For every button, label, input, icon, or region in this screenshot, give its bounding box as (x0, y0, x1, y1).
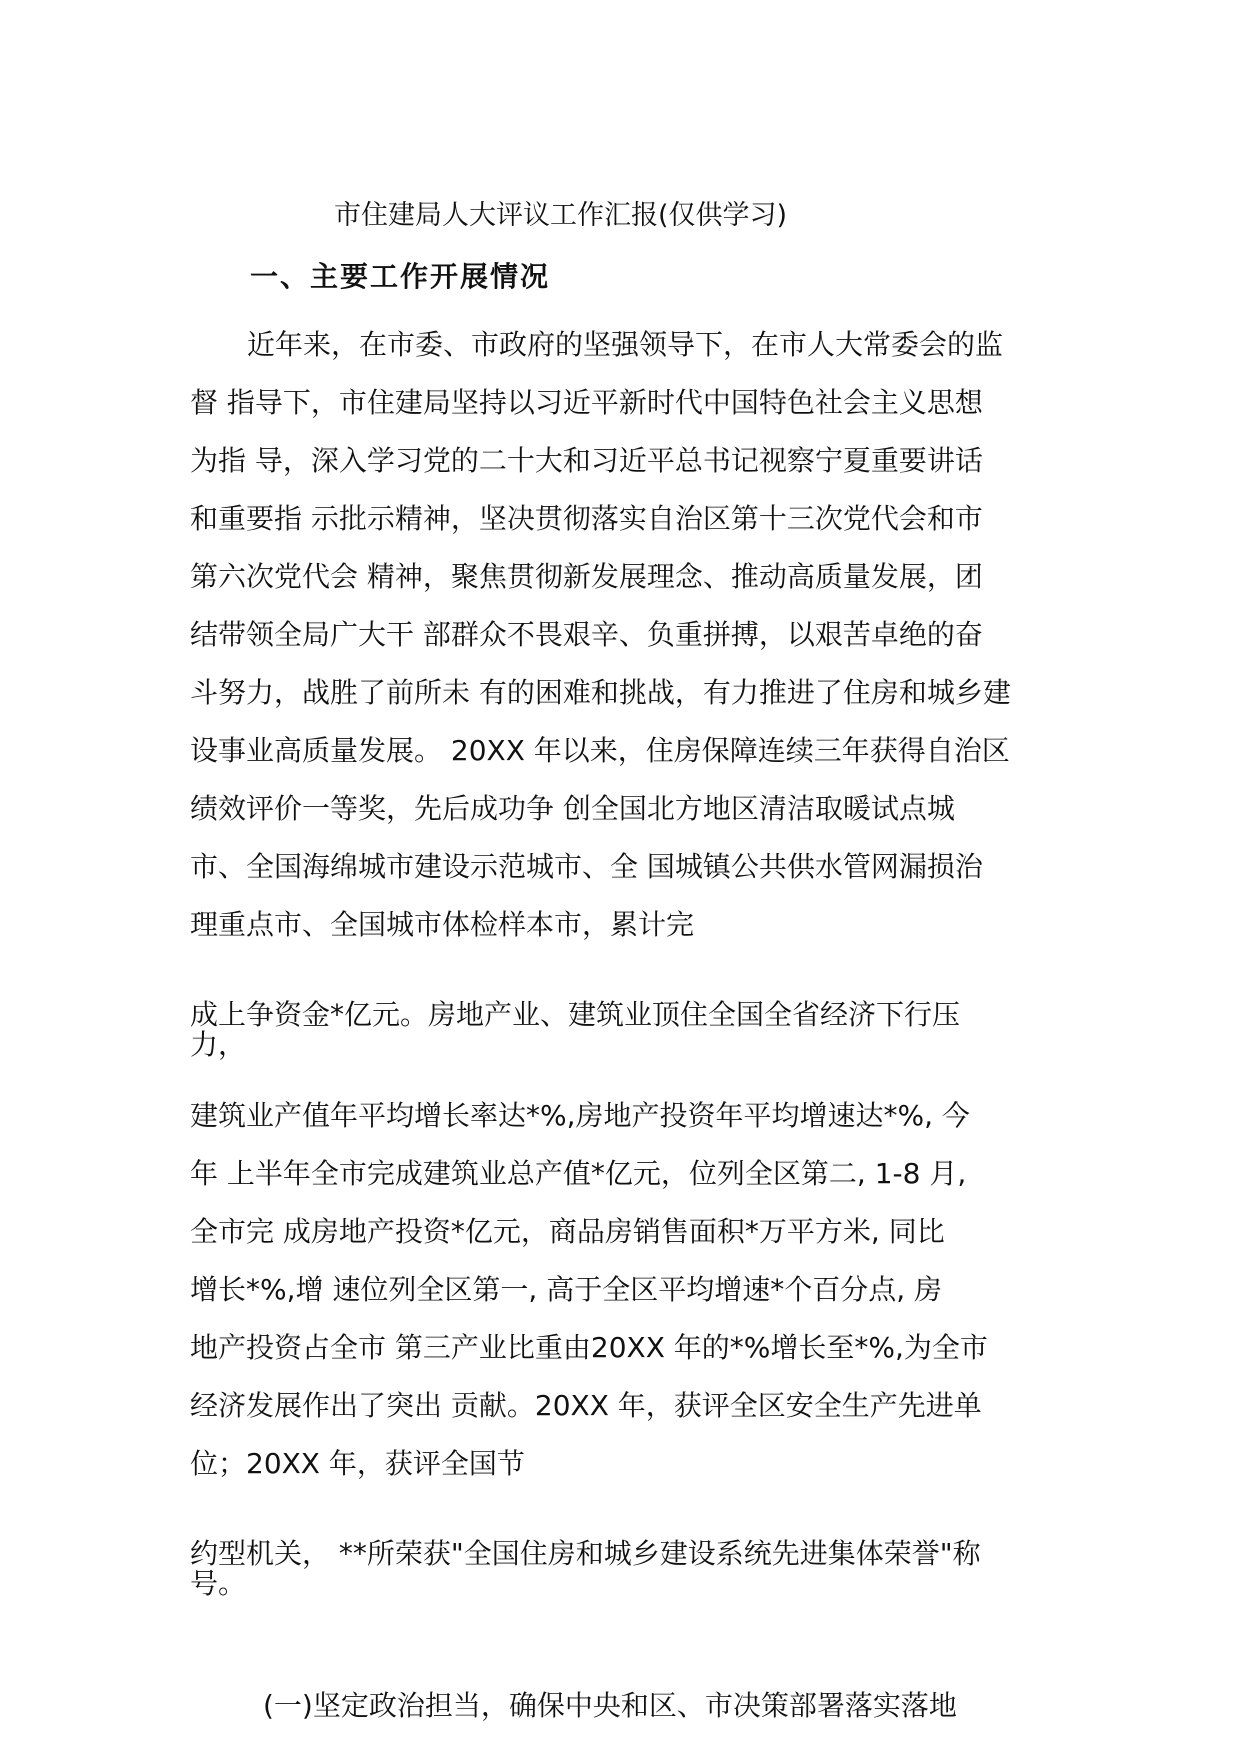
body-line: 第六次党代会 精神，聚焦贯彻新发展理念、推动高质量发展，团 (190, 560, 983, 593)
body-line: 位；20XX 年，获评全国节 (190, 1447, 525, 1480)
body-line: 全市完 成房地产投资*亿元，商品房销售面积*万平方米, 同比 (190, 1215, 945, 1248)
subsection-heading: (一)坚定政治担当，确保中央和区、市决策部署落实落地 (263, 1689, 957, 1722)
body-line: 号。 (190, 1567, 247, 1600)
body-line: 设事业高质量发展。 20XX 年以来，住房保障连续三年获得自治区 (190, 734, 1010, 767)
body-line: 年 上半年全市完成建筑业总产值*亿元，位列全区第二, 1-8 月, (190, 1157, 967, 1190)
body-line: 斗努力，战胜了前所未 有的困难和挑战，有力推进了住房和城乡建 (190, 676, 1011, 709)
body-line: 力， (190, 1028, 247, 1061)
body-line: 建筑业产值年平均增长率达*%,房地产投资年平均增速达*%, 今 (190, 1099, 970, 1132)
body-line: 理重点市、全国城市体检样本市，累计完 (190, 908, 695, 941)
body-line: 经济发展作出了突出 贡献。20XX 年，获评全区安全生产先进单 (190, 1389, 982, 1422)
body-line: 约型机关， **所荣获"全国住房和城乡建设系统先进集体荣誉"称 (190, 1537, 981, 1570)
body-line: 绩效评价一等奖，先后成功争 创全国北方地区清洁取暖试点城 (190, 792, 955, 825)
body-line: 市、全国海绵城市建设示范城市、全 国城镇公共供水管网漏损治 (190, 850, 983, 883)
body-line: 为指 导，深入学习党的二十大和习近平总书记视察宁夏重要讲话 (190, 444, 983, 477)
document-title: 市住建局人大评议工作汇报(仅供学习) (334, 200, 788, 231)
body-line: 地产投资占全市 第三产业比重由20XX 年的*%增长至*%,为全市 (190, 1331, 988, 1364)
body-line: 增长*%,增 速位列全区第一, 高于全区平均增速*个百分点, 房 (190, 1273, 943, 1306)
body-line: 近年来，在市委、市政府的坚强领导下，在市人大常委会的监 (247, 328, 1004, 361)
body-line: 结带领全局广大干 部群众不畏艰辛、负重拼搏，以艰苦卓绝的奋 (190, 618, 983, 651)
body-line: 和重要指 示批示精神，坚决贯彻落实自治区第十三次党代会和市 (190, 502, 983, 535)
body-line: 成上争资金*亿元。房地产业、建筑业顶住全国全省经济下行压 (190, 998, 961, 1031)
body-line: 督 指导下，市住建局坚持以习近平新时代中国特色社会主义思想 (190, 386, 983, 419)
section-heading: 一、主要工作开展情况 (250, 260, 551, 293)
